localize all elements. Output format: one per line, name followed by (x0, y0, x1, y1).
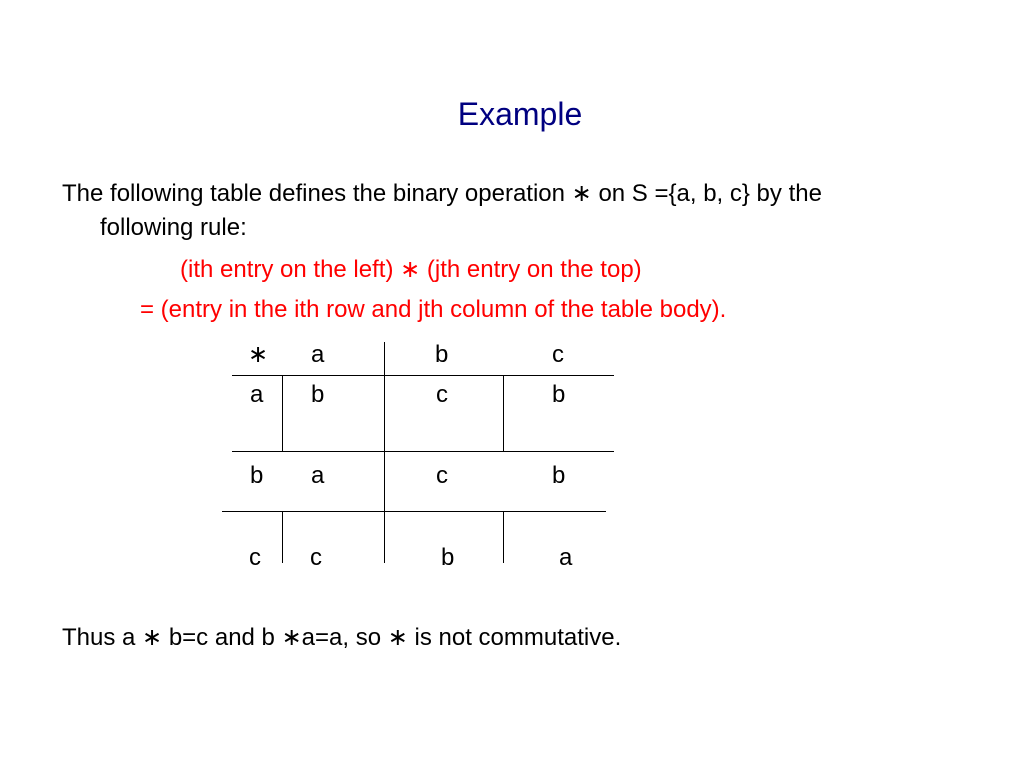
table-row-label: b (250, 462, 264, 489)
intro-text-line1: The following table defines the binary operation ∗ on S ={a, b, c} by the (62, 180, 822, 207)
table-cell: b (441, 544, 455, 571)
rule-text-line1: (ith entry on the left) ∗ (jth entry on the top) (180, 256, 642, 283)
rule-text-line2: = (entry in the ith row and jth column of the table body). (140, 296, 727, 323)
table-cell: a (311, 462, 325, 489)
table-operator-symbol: ∗ (248, 341, 269, 368)
table-column-rule (384, 342, 385, 563)
table-cell: c (436, 462, 448, 489)
table-cell: c (310, 544, 322, 571)
table-cell: b (552, 381, 566, 408)
table-column-rule (282, 511, 283, 563)
table-row-rule (222, 511, 606, 512)
table-row-label: a (250, 381, 264, 408)
table-column-rule (503, 376, 504, 451)
table-header-rule (232, 375, 614, 376)
table-cell: c (436, 381, 448, 408)
intro-text-line2: following rule: (100, 214, 247, 241)
table-column-rule (503, 511, 504, 563)
table-column-header: c (552, 341, 564, 368)
table-column-rule (282, 376, 283, 451)
table-column-header: a (311, 341, 325, 368)
table-row-rule (232, 451, 614, 452)
table-cell: b (311, 381, 325, 408)
table-row-label: c (249, 544, 261, 571)
table-column-header: b (435, 341, 449, 368)
slide-title: Example (457, 96, 583, 132)
table-cell: b (552, 462, 566, 489)
table-cell: a (559, 544, 573, 571)
conclusion-text: Thus a ∗ b=c and b ∗a=a, so ∗ is not commutative. (62, 624, 622, 651)
